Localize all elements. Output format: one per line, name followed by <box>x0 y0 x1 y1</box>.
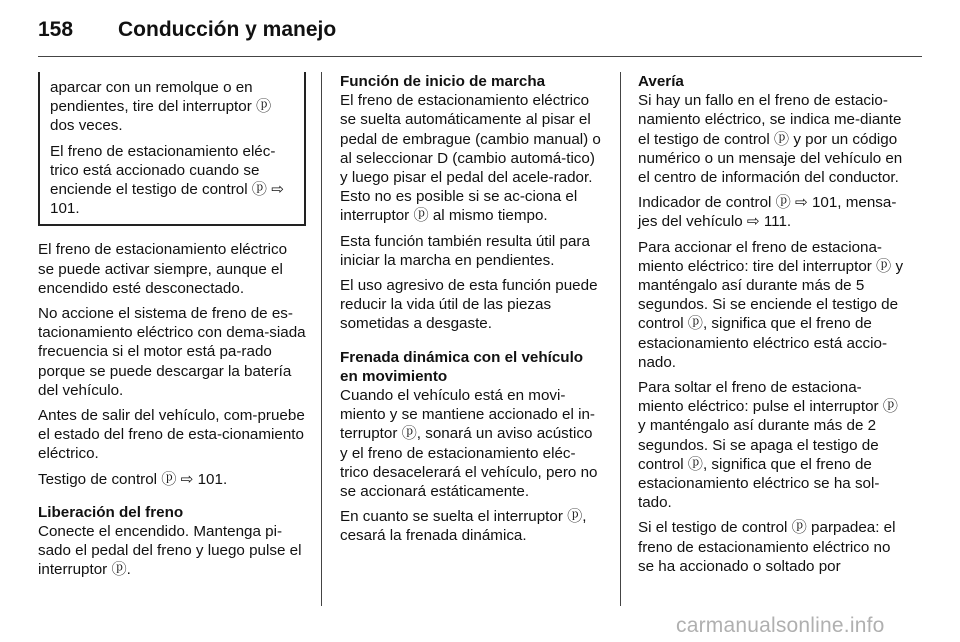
body-paragraph: Antes de salir del vehículo, com-pruebe el estado del freno de esta-cionamiento eléctrico. <box>38 407 305 463</box>
body-paragraph: El freno de estacionamiento eléctrico se suelta automáticamente al pisar el pedal de embrague (cambio manual) o al seleccionar D (cambio automá-tico) y luego pisar el pedal del acele-rador. Esto no es posible si se ac-ciona el interruptor ⓟ al mismo tiempo. <box>340 92 601 225</box>
column-left <box>38 72 306 586</box>
column-middle <box>340 72 604 552</box>
column-right <box>638 72 904 582</box>
section-heading: Frenada dinámica con el vehículo en movimiento <box>340 348 584 385</box>
body-paragraph: Testigo de control ⓟ ⇨ 101. <box>38 470 228 488</box>
body-paragraph: Esta función también resulta útil para iniciar la marcha en pendientes. <box>340 232 590 269</box>
body-paragraph: Para accionar el freno de estaciona-miento eléctrico: tire del interruptor ⓟ y manténgalo así durante más de 5 segundos. Si se enciende el testigo de control ⓟ, significa que el freno de estacionamiento eléctrico está accio-nado. <box>638 238 904 371</box>
body-paragraph: En cuanto se suelta el interruptor ⓟ, cesará la frenada dinámica. <box>340 508 587 545</box>
chapter-title: Conducción y manejo <box>118 18 337 41</box>
body-paragraph: Cuando el vehículo está en movi-miento y se mantiene accionado el in-terruptor ⓟ, sonará un aviso acústico y el freno de estacionamiento eléc-trico desacelerará el vehículo, pero no se accionará estáticamente. <box>340 387 598 501</box>
body-paragraph: Para soltar el freno de estaciona-miento eléctrico: pulse el interruptor ⓟ y manténgalo así durante más de 2 segundos. Si se apaga el testigo de control ⓟ, significa que el freno de estacionamiento eléctrico se ha sol-tado. <box>638 379 898 512</box>
page-number: 158 <box>38 18 74 41</box>
note-paragraph: aparcar con un remolque o en pendientes, tire del interruptor ⓟ dos veces. <box>50 79 272 135</box>
header-divider <box>38 56 922 57</box>
column-divider <box>321 72 322 606</box>
note-paragraph: El freno de estacionamiento eléc-trico está accionado cuando se enciende el testigo de control ⓟ ⇨ 101. <box>50 142 284 218</box>
body-paragraph: Si hay un fallo en el freno de estacio-namiento eléctrico, se indica me-diante el testigo de control ⓟ y por un código numérico o un mensaje del vehículo en el centro de información del conductor. <box>638 92 903 187</box>
body-paragraph: El uso agresivo de esta función puede reducir la vida útil de las piezas sometidas a desgaste. <box>340 277 598 333</box>
column-divider <box>620 72 621 606</box>
body-paragraph: El freno de estacionamiento eléctrico se puede activar siempre, aunque el encendido esté desconectado. <box>38 241 288 297</box>
note-box <box>38 72 306 226</box>
section-heading: Función de inicio de marcha <box>340 73 546 90</box>
page-header <box>38 12 918 52</box>
body-paragraph: No accione el sistema de freno de es-tacionamiento eléctrico con dema-siada frecuencia si el motor está pa-rado porque se puede descargar la batería del vehículo. <box>38 305 306 399</box>
section-heading: Liberación del freno <box>38 503 184 521</box>
body-paragraph: Si el testigo de control ⓟ parpadea: el freno de estacionamiento eléctrico no se ha accionado o soltado por <box>638 519 896 575</box>
body-paragraph: Conecte el encendido. Mantenga pi-sado el pedal del freno y luego pulse el interruptor ⓟ. <box>38 523 302 579</box>
body-paragraph: Indicador de control ⓟ ⇨ 101, mensa-jes del vehículo ⇨ 111. <box>638 194 897 231</box>
section-heading: Avería <box>638 73 684 90</box>
watermark: carmanualsonline.info <box>676 614 885 637</box>
